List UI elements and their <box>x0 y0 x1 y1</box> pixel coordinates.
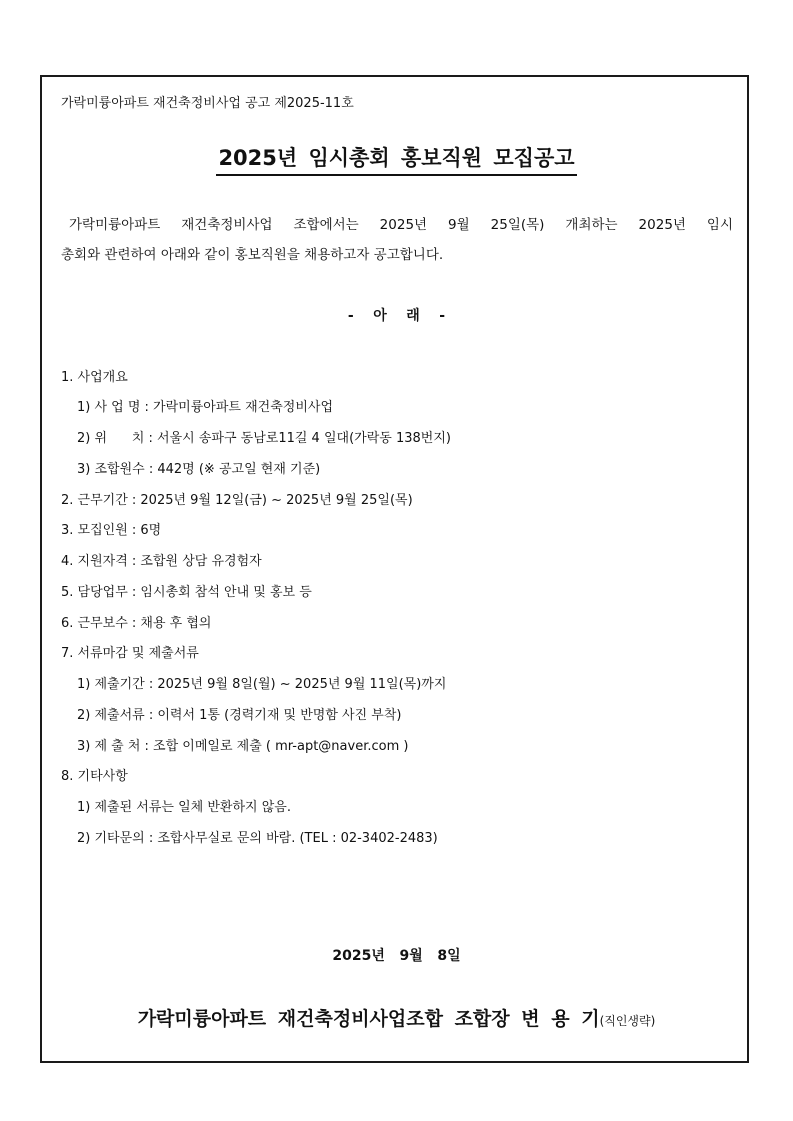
page-title <box>0 143 793 176</box>
section-2: 2. 근무기간 : 2025년 9월 12일(금) ~ 2025년 9월 25일(목) <box>61 493 413 508</box>
section-8-item-2: 2) 기타문의 : 조합사무실로 문의 바람. (TEL : 02-3402-2483) <box>77 831 438 846</box>
intro-line-1: 가락미륭아파트 재건축정비사업 조합에서는 2025년 9월 25일(목) 개최하는 2025년 임시 <box>69 217 733 233</box>
intro-paragraph <box>61 210 733 270</box>
section-7-heading: 7. 서류마감 및 제출서류 <box>61 646 199 661</box>
section-7-item-3: 3) 제 출 처 : 조합 이메일로 제출 ( mr-apt@naver.com ) <box>77 739 409 754</box>
section-1-item-3: 3) 조합원수 : 442명 (※ 공고일 현재 기준) <box>77 462 321 477</box>
section-1-heading: 1. 사업개요 <box>61 370 128 385</box>
section-7-item-2: 2) 제출서류 : 이력서 1통 (경력기재 및 반명함 사진 부착) <box>77 708 402 723</box>
section-7-item-1: 1) 제출기간 : 2025년 9월 8일(월) ~ 2025년 9월 11일(목)까지 <box>77 677 447 692</box>
notice-date: 2025년 9월 8일 <box>332 948 461 964</box>
section-4: 4. 지원자격 : 조합원 상담 유경험자 <box>61 554 262 569</box>
notice-number: 가락미륭아파트 재건축정비사업 공고 제2025-11호 <box>61 96 354 111</box>
section-5: 5. 담당업무 : 임시총회 참석 안내 및 홍보 등 <box>61 585 312 600</box>
section-6: 6. 근무보수 : 채용 후 협의 <box>61 616 212 631</box>
section-1-item-1: 1) 사 업 명 : 가락미륭아파트 재건축정비사업 <box>77 400 334 415</box>
below-heading: - 아 래 - <box>347 308 446 324</box>
section-3: 3. 모집인원 : 6명 <box>61 523 162 538</box>
section-1-item-2: 2) 위 치 : 서울시 송파구 동남로11길 4 일대(가락동 138번지) <box>77 431 451 446</box>
signature-text: 가락미륭아파트 재건축정비사업조합 조합장 변 용 기 <box>137 1008 600 1030</box>
intro-line-2: 총회와 관련하여 아래와 같이 홍보직원을 채용하고자 공고합니다. <box>61 247 444 263</box>
section-8-item-1: 1) 제출된 서류는 일체 반환하지 않음. <box>77 800 291 815</box>
signature-block <box>0 1004 793 1031</box>
section-8-heading: 8. 기타사항 <box>61 769 128 784</box>
seal-omitted-note: (직인생략) <box>599 1014 656 1028</box>
page-title-text: 2025년 임시총회 홍보직원 모집공고 <box>216 143 576 176</box>
